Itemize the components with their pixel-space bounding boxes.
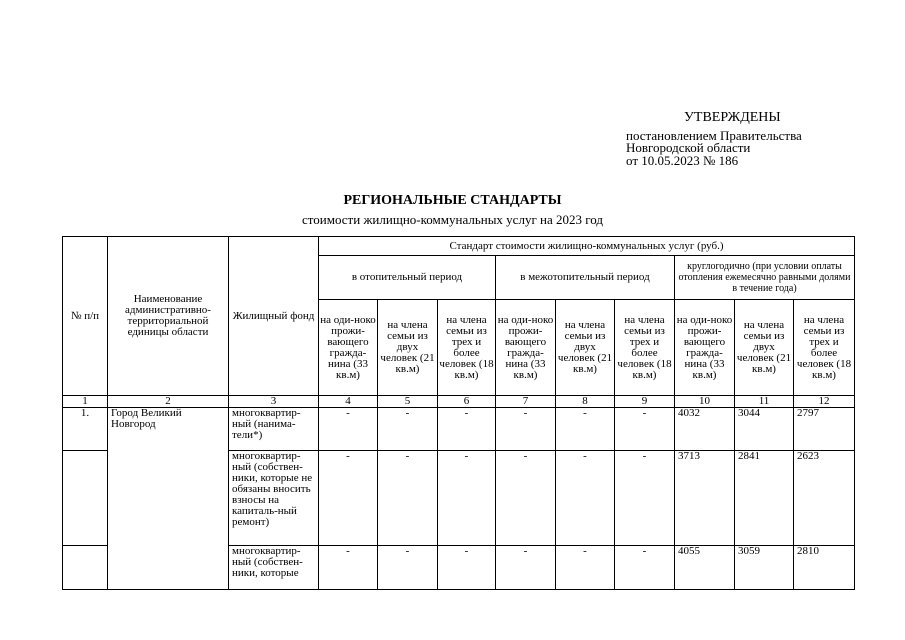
- row-value: -: [496, 408, 556, 451]
- col-number: 10: [675, 396, 735, 408]
- row-value: -: [615, 451, 675, 546]
- row-value: -: [615, 408, 675, 451]
- header-three: на члена семьи из трех и более человек (18 кв.м): [615, 300, 675, 396]
- approval-line-2: Новгородской области: [626, 140, 751, 155]
- row-value: 2810: [794, 546, 855, 590]
- row-unit: Город Великий Новгород: [108, 408, 229, 590]
- row-value: -: [319, 408, 378, 451]
- row-value: -: [319, 451, 378, 546]
- row-value: 2623: [794, 451, 855, 546]
- row-value: -: [556, 451, 615, 546]
- row-value: -: [438, 451, 496, 546]
- col-number: 11: [735, 396, 794, 408]
- approval-block: [626, 112, 802, 167]
- header-three: на члена семьи из трех и более человек (18 кв.м): [794, 300, 855, 396]
- header-yearround: круглогодично (при условии оплаты отопления ежемесячно равными долями в течение года): [675, 256, 855, 300]
- header-single: на оди-ноко прожи-вающего гражда-нина (33 кв.м): [319, 300, 378, 396]
- header-two: на члена семьи из двух человек (21 кв.м): [378, 300, 438, 396]
- row-value: 4055: [675, 546, 735, 590]
- header-heating: в отопительный период: [319, 256, 496, 300]
- row-value: -: [496, 451, 556, 546]
- header-single: на оди-ноко прожи-вающего гражда-нина (33 кв.м): [675, 300, 735, 396]
- row-value: -: [496, 546, 556, 590]
- header-single: на оди-ноко прожи-вающего гражда-нина (33 кв.м): [496, 300, 556, 396]
- header-standard: Стандарт стоимости жилищно-коммунальных услуг (руб.): [319, 237, 855, 256]
- document-title: РЕГИОНАЛЬНЫЕ СТАНДАРТЫ: [343, 193, 562, 208]
- row-fund: многоквартир-ный (собствен-ники, которые: [229, 546, 319, 590]
- header-unit: Наименование административно-территориальной единицы области: [108, 237, 229, 396]
- row-value: -: [438, 546, 496, 590]
- approval-line-3: от 10.05.2023 № 186: [626, 152, 739, 168]
- row-num: [63, 451, 108, 546]
- col-number: 3: [229, 396, 319, 408]
- row-value: 2797: [794, 408, 855, 451]
- row-value: -: [378, 408, 438, 451]
- row-num: [63, 546, 108, 590]
- header-three: на члена семьи из трех и более человек (18 кв.м): [438, 300, 496, 396]
- header-nonheating: в межотопительный период: [496, 256, 675, 300]
- row-fund: многоквартир-ный (нанима-тели*): [229, 408, 319, 451]
- header-two: на члена семьи из двух человек (21 кв.м): [735, 300, 794, 396]
- row-value: 3044: [735, 408, 794, 451]
- row-value: -: [556, 546, 615, 590]
- header-num: № п/п: [63, 237, 108, 396]
- col-number: 2: [108, 396, 229, 408]
- standards-table: [62, 236, 855, 590]
- header-fund: Жилищный фонд: [229, 237, 319, 396]
- row-value: 3713: [675, 451, 735, 546]
- row-fund: многоквартир-ный (собствен-ники, которые не обязаны вносить взносы на капиталь-ный ремонт): [229, 451, 319, 546]
- row-value: -: [378, 546, 438, 590]
- approval-heading: УТВЕРЖДЕНЫ: [684, 110, 781, 125]
- col-number: 12: [794, 396, 855, 408]
- col-number: 6: [438, 396, 496, 408]
- row-value: -: [615, 546, 675, 590]
- col-number: 7: [496, 396, 556, 408]
- col-number: 8: [556, 396, 615, 408]
- header-two: на члена семьи из двух человек (21 кв.м): [556, 300, 615, 396]
- row-value: -: [438, 408, 496, 451]
- col-number: 4: [319, 396, 378, 408]
- approval-line-1: постановлением Правительства: [626, 127, 802, 143]
- row-value: -: [378, 451, 438, 546]
- col-number: 5: [378, 396, 438, 408]
- row-value: -: [556, 408, 615, 451]
- row-value: 4032: [675, 408, 735, 451]
- row-num: 1.: [63, 408, 108, 451]
- row-value: 3059: [735, 546, 794, 590]
- row-value: 2841: [735, 451, 794, 546]
- document-subtitle: стоимости жилищно-коммунальных услуг на 2023 год: [302, 212, 603, 227]
- table-row: [63, 408, 855, 451]
- row-value: -: [319, 546, 378, 590]
- col-number: 1: [63, 396, 108, 408]
- col-number: 9: [615, 396, 675, 408]
